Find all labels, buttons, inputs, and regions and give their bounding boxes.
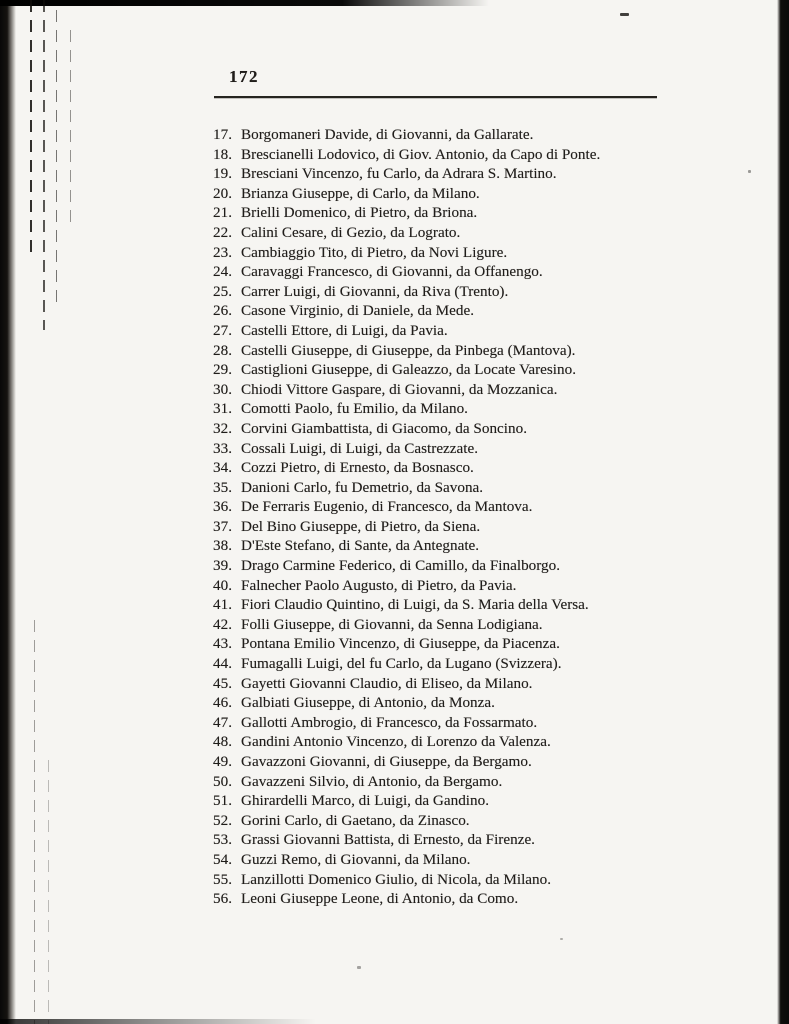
list-item [204, 439, 684, 459]
entry-text: Brescianelli Lodovico, di Giov. Antonio, da Capo di Ponte. [241, 145, 601, 163]
entry-number: 32. [213, 419, 232, 437]
entry-text: Grassi Giovanni Battista, di Ernesto, da Firenze. [241, 831, 535, 849]
entry-number: 33. [213, 439, 232, 457]
entry-text: Fiori Claudio Quintino, di Luigi, da S. Maria della Versa. [241, 596, 589, 614]
list-item [204, 830, 684, 850]
list-item [204, 674, 684, 694]
entry-number: 27. [213, 321, 232, 339]
list-item [204, 693, 684, 713]
entry-text: Gorini Carlo, di Gaetano, da Zinasco. [241, 811, 470, 829]
entry-text: Pontana Emilio Vincenzo, di Giuseppe, da Piacenza. [241, 635, 560, 653]
list-item [204, 791, 684, 811]
list-item [204, 850, 684, 870]
entry-text: Galbiati Giuseppe, di Antonio, da Monza. [241, 694, 495, 712]
header-rule [214, 96, 657, 98]
entry-number: 43. [213, 635, 232, 653]
list-item [204, 556, 684, 576]
list-item [204, 536, 684, 556]
entry-text: Gallotti Ambrogio, di Francesco, da Fossarmato. [241, 713, 538, 731]
list-item [204, 576, 684, 596]
entry-text: Caravaggi Francesco, di Giovanni, da Offanengo. [241, 263, 543, 281]
list-item [204, 380, 684, 400]
entry-number: 20. [213, 184, 232, 202]
entry-text: Comotti Paolo, fu Emilio, da Milano. [241, 400, 468, 418]
list-item [204, 282, 684, 302]
list-item [204, 889, 684, 909]
entry-number: 28. [213, 341, 232, 359]
entry-number: 39. [213, 557, 232, 575]
entry-text: Fumagalli Luigi, del fu Carlo, da Lugano (Svizzera). [241, 655, 562, 673]
entry-text: Gayetti Giovanni Claudio, di Eliseo, da Milano. [241, 674, 533, 692]
entry-text: Gandini Antonio Vincenzo, di Lorenzo da Valenza. [241, 733, 551, 751]
page-number: 172 [229, 67, 259, 86]
entry-text: Chiodi Vittore Gaspare, di Giovanni, da Mozzanica. [241, 380, 558, 398]
entry-number: 29. [213, 361, 232, 379]
list-item [204, 595, 684, 615]
scan-speck [560, 938, 563, 940]
entry-text: Falnecher Paolo Augusto, di Pietro, da Pavia. [241, 576, 517, 594]
list-item [204, 341, 684, 361]
entry-text: Guzzi Remo, di Giovanni, da Milano. [241, 850, 471, 868]
entry-number: 41. [213, 596, 232, 614]
list-item [204, 732, 684, 752]
list-item [204, 360, 684, 380]
list-item [204, 713, 684, 733]
entry-text: Castelli Ettore, di Luigi, da Pavia. [241, 321, 448, 339]
entry-number: 46. [213, 694, 232, 712]
entry-text: Danioni Carlo, fu Demetrio, da Savona. [241, 478, 484, 496]
entry-number: 40. [213, 576, 232, 594]
entry-number: 36. [213, 498, 232, 516]
entry-number: 25. [213, 282, 232, 300]
entry-number: 23. [213, 243, 232, 261]
entry-number: 37. [213, 517, 232, 535]
scan-speck [748, 170, 751, 173]
list-item [204, 615, 684, 635]
list-item [204, 497, 684, 517]
list-item [204, 203, 684, 223]
entry-text: Leoni Giuseppe Leone, di Antonio, da Como. [241, 890, 519, 908]
list-item [204, 399, 684, 419]
list-item [204, 811, 684, 831]
scan-edge-left [0, 0, 16, 1024]
entry-number: 45. [213, 674, 232, 692]
entry-text: Drago Carmine Federico, di Camillo, da Finalborgo. [241, 557, 561, 575]
list-item [204, 458, 684, 478]
list-item [204, 634, 684, 654]
entry-text: De Ferraris Eugenio, di Francesco, da Mantova. [241, 498, 533, 516]
binding-streak [34, 620, 35, 1024]
list-item [204, 184, 684, 204]
entry-number: 52. [213, 811, 232, 829]
entry-text: D'Este Stefano, di Sante, da Antegnate. [241, 537, 480, 555]
entry-text: Del Bino Giuseppe, di Pietro, da Siena. [241, 517, 481, 535]
entry-number: 34. [213, 459, 232, 477]
entry-number: 53. [213, 831, 232, 849]
entry-number: 56. [213, 890, 232, 908]
entry-text: Cossali Luigi, di Luigi, da Castrezzate. [241, 439, 479, 457]
entry-text: Castiglioni Giuseppe, di Galeazzo, da Locate Varesino. [241, 361, 577, 379]
entry-text: Cambiaggio Tito, di Pietro, da Novi Ligure. [241, 243, 508, 261]
list-item [204, 125, 684, 145]
entry-number: 17. [213, 126, 232, 143]
entry-number: 19. [213, 165, 232, 183]
list-item [204, 752, 684, 772]
list-item [204, 870, 684, 890]
entry-text: Carrer Luigi, di Giovanni, da Riva (Trento). [241, 282, 509, 300]
entry-text: Lanzillotti Domenico Giulio, di Nicola, da Milano. [241, 870, 552, 888]
entry-text: Gavazzoni Giovanni, di Giuseppe, da Bergamo. [241, 753, 532, 770]
binding-streak [70, 30, 71, 230]
list-item [204, 164, 684, 184]
entry-number: 54. [213, 850, 232, 868]
entry-text: Bresciani Vincenzo, fu Carlo, da Adrara S. Martino. [241, 165, 557, 183]
scan-speck [357, 966, 361, 969]
entry-number: 44. [213, 655, 232, 673]
entry-number: 55. [213, 870, 232, 888]
entry-number: 21. [213, 204, 232, 222]
entry-number: 24. [213, 263, 232, 281]
entry-number: 35. [213, 478, 232, 496]
entry-text: Ghirardelli Marco, di Luigi, da Gandino. [241, 792, 489, 810]
entry-number: 26. [213, 302, 232, 320]
list-item [204, 654, 684, 674]
entry-text: Borgomaneri Davide, di Giovanni, da Gallarate. [241, 126, 534, 143]
list-item [204, 321, 684, 341]
scan-edge-top [0, 0, 489, 6]
entry-text: Cozzi Pietro, di Ernesto, da Bosnasco. [241, 459, 474, 477]
entry-number: 22. [213, 223, 232, 241]
entry-text: Castelli Giuseppe, di Giuseppe, da Pinbega (Mantova). [241, 341, 576, 359]
list-item [204, 772, 684, 792]
list-item [204, 243, 684, 263]
entry-text: Calini Cesare, di Gezio, da Lograto. [241, 223, 461, 241]
list-item [204, 517, 684, 537]
entry-number: 42. [213, 615, 232, 633]
list-item [204, 478, 684, 498]
list-item [204, 145, 684, 165]
entry-text: Casone Virginio, di Daniele, da Mede. [241, 302, 475, 320]
entry-number: 18. [213, 145, 232, 163]
entry-text: Brianza Giuseppe, di Carlo, da Milano. [241, 184, 480, 202]
entry-text: Brielli Domenico, di Pietro, da Briona. [241, 204, 478, 222]
list-item [204, 262, 684, 282]
entry-text: Folli Giuseppe, di Giovanni, da Senna Lodigiana. [241, 615, 543, 633]
binding-streak [56, 10, 57, 310]
binding-streak [43, 0, 45, 330]
list-item [204, 419, 684, 439]
list-item [204, 301, 684, 321]
entry-text: Gavazzeni Silvio, di Antonio, da Bergamo. [241, 772, 503, 790]
entry-number: 38. [213, 537, 232, 555]
entry-number: 48. [213, 733, 232, 751]
binding-streak [48, 760, 49, 1024]
entry-number: 49. [213, 753, 232, 770]
scan-speck [620, 13, 629, 16]
binding-streak [30, 0, 32, 260]
scan-edge-right [777, 0, 789, 1024]
entry-number: 51. [213, 792, 232, 810]
entry-number: 50. [213, 772, 232, 790]
entry-number: 30. [213, 380, 232, 398]
list-item [204, 223, 684, 243]
entry-number: 47. [213, 713, 232, 731]
entries-list [204, 125, 684, 909]
entry-number: 31. [213, 400, 232, 418]
entry-text: Corvini Giambattista, di Giacomo, da Soncino. [241, 419, 527, 437]
